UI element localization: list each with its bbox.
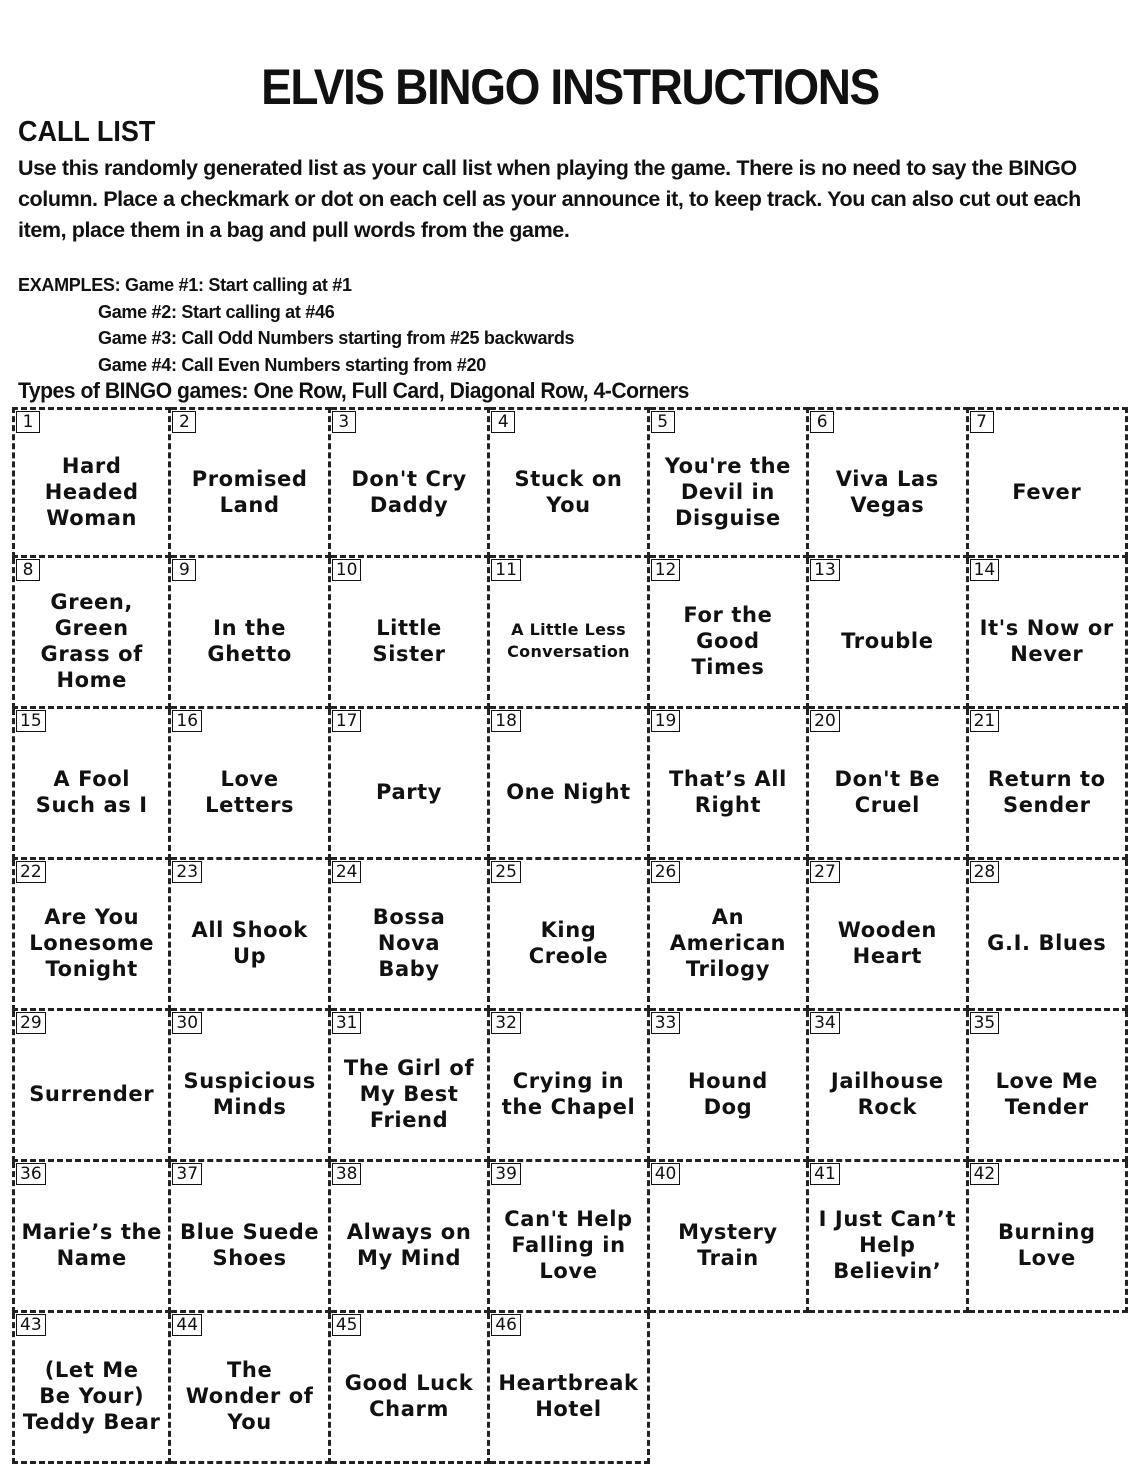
- cell-number: 24: [332, 861, 362, 883]
- cell-song-title: Don't Cry Daddy: [351, 466, 467, 517]
- cell-song-title: You're the Devil in Disguise: [664, 453, 792, 530]
- cell-number: 35: [970, 1012, 1000, 1034]
- cell-song-title: Love Me Tender: [995, 1069, 1098, 1119]
- call-cell: [331, 709, 490, 860]
- cell-song-title: G.I. Blues: [987, 931, 1107, 955]
- call-cell: [969, 860, 1128, 1011]
- cell-number: 18: [491, 710, 521, 732]
- cell-number: 43: [16, 1314, 46, 1336]
- cell-song-title: (Let Me Be Your) Teddy Bear: [22, 1358, 161, 1434]
- call-cell: [12, 860, 171, 1011]
- cell-number: 8: [16, 559, 40, 581]
- cell-song-title: Can't Help Falling in Love: [504, 1207, 633, 1283]
- cell-song-title: Suspicious Minds: [183, 1069, 316, 1119]
- cell-song-title: King Creole: [528, 918, 609, 968]
- cell-number: 6: [810, 411, 834, 433]
- cell-number: 34: [810, 1012, 840, 1034]
- cell-number: 22: [16, 861, 46, 883]
- cell-number: 40: [651, 1163, 681, 1185]
- cell-number: 12: [651, 559, 681, 581]
- call-cell: [969, 558, 1128, 709]
- call-cell: [171, 709, 330, 860]
- cell-number: 29: [16, 1012, 46, 1034]
- call-cell: [12, 709, 171, 860]
- call-cell: [969, 709, 1128, 860]
- cell-number: 36: [16, 1163, 46, 1185]
- cell-song-title: I Just Can’t Help Believin’: [818, 1207, 957, 1283]
- call-cell: [490, 407, 649, 558]
- game-types-line: Types of BINGO games: One Row, Full Card, Diagonal Row, 4-Corners: [18, 378, 689, 403]
- cell-song-title: Viva Las Vegas: [835, 466, 939, 517]
- call-cell: [490, 1313, 649, 1464]
- call-cell: [331, 1162, 490, 1313]
- cell-number: 41: [810, 1163, 840, 1185]
- call-cell: [171, 860, 330, 1011]
- call-cell: [331, 407, 490, 558]
- example-line: Game #3: Call Odd Numbers starting from #25 backwards: [98, 328, 575, 348]
- cell-song-title: Wooden Heart: [837, 918, 937, 968]
- call-cell: [490, 709, 649, 860]
- call-cell: [331, 1011, 490, 1162]
- cell-song-title: Love Letters: [205, 767, 295, 817]
- cell-number: 46: [491, 1314, 521, 1336]
- call-cell: [809, 558, 968, 709]
- cell-song-title: Green, Green Grass of Home: [40, 590, 143, 692]
- cell-song-title: Trouble: [841, 629, 934, 653]
- cell-number: 10: [332, 559, 362, 581]
- call-list-grid: [12, 407, 1128, 1464]
- cell-song-title: Party: [376, 780, 443, 804]
- cell-number: 42: [970, 1163, 1000, 1185]
- cell-number: 37: [172, 1163, 202, 1185]
- cell-song-title: The Wonder of You: [185, 1358, 314, 1434]
- cell-number: 4: [491, 411, 515, 433]
- cell-number: 45: [332, 1314, 362, 1336]
- call-cell: [650, 407, 809, 558]
- cell-number: 7: [970, 411, 994, 433]
- cell-song-title: Burning Love: [997, 1220, 1096, 1270]
- cell-song-title: In the Ghetto: [207, 616, 292, 666]
- call-cell: [490, 1162, 649, 1313]
- cell-song-title: Promised Land: [191, 466, 308, 517]
- call-list-heading: CALL LIST: [18, 116, 156, 148]
- cell-number: 33: [651, 1012, 681, 1034]
- call-cell: [171, 558, 330, 709]
- cell-number: 44: [172, 1314, 202, 1336]
- cell-number: 30: [172, 1012, 202, 1034]
- call-cell: [171, 1011, 330, 1162]
- cell-song-title: A Fool Such as I: [35, 767, 148, 817]
- cell-number: 23: [172, 861, 202, 883]
- example-line: Game #2: Start calling at #46: [98, 301, 335, 322]
- cell-number: 16: [172, 710, 202, 732]
- call-cell: [809, 1162, 968, 1313]
- call-cell: [490, 1011, 649, 1162]
- call-cell: [650, 1011, 809, 1162]
- call-cell: [809, 1011, 968, 1162]
- cell-song-title: Mystery Train: [678, 1220, 778, 1270]
- example-line: EXAMPLES: Game #1: Start calling at #1: [18, 275, 352, 295]
- cell-song-title: Blue Suede Shoes: [179, 1220, 320, 1270]
- cell-number: 26: [651, 861, 681, 883]
- cell-song-title: Are You Lonesome Tonight: [29, 905, 155, 981]
- cell-number: 1: [16, 411, 40, 433]
- cell-song-title: Hard Headed Woman: [44, 453, 139, 530]
- call-cell: [809, 407, 968, 558]
- cell-song-title: Heartbreak Hotel: [498, 1371, 639, 1421]
- cell-number: 14: [970, 559, 1000, 581]
- cell-song-title: Bossa Nova Baby: [372, 905, 446, 981]
- cell-number: 11: [491, 559, 521, 581]
- cell-song-title: Always on My Mind: [346, 1220, 472, 1270]
- example-line: Game #4: Call Even Numbers starting from #20: [98, 354, 486, 375]
- call-cell: [171, 1162, 330, 1313]
- cell-song-title: Surrender: [29, 1082, 155, 1106]
- cell-number: 5: [651, 411, 675, 433]
- call-cell: [171, 407, 330, 558]
- cell-number: 3: [332, 411, 356, 433]
- intro-paragraph: Use this randomly generated list as your call list when playing the game. There is no need to say the BINGO column. Place a checkmark or dot on each cell as your announce it, to keep track. You can also cut out each item, place them in a bag and pull words from the game.: [18, 156, 1081, 242]
- cell-number: 28: [970, 861, 1000, 883]
- cell-song-title: One Night: [506, 780, 631, 804]
- call-cell: [331, 1313, 490, 1464]
- call-cell: [650, 1162, 809, 1313]
- cell-song-title: Return to Sender: [987, 767, 1106, 817]
- cell-number: 39: [491, 1163, 521, 1185]
- cell-song-title: For the Good Times: [683, 603, 773, 679]
- call-cell: [12, 1162, 171, 1313]
- call-cell: [331, 860, 490, 1011]
- cell-song-title: Don't Be Cruel: [834, 767, 941, 817]
- call-cell: [12, 1313, 171, 1464]
- call-cell: [650, 709, 809, 860]
- cell-song-title: An American Trilogy: [669, 905, 787, 981]
- call-cell: [809, 860, 968, 1011]
- cell-song-title: Jailhouse Rock: [830, 1069, 944, 1119]
- call-cell: [969, 407, 1128, 558]
- cell-song-title: The Girl of My Best Friend: [343, 1056, 475, 1132]
- call-cell: [490, 558, 649, 709]
- call-cell: [12, 558, 171, 709]
- call-cell: [12, 407, 171, 558]
- page-title: ELVIS BINGO INSTRUCTIONS: [261, 59, 879, 115]
- examples-block: [18, 272, 574, 378]
- call-cell: [490, 860, 649, 1011]
- cell-song-title: Little Sister: [372, 616, 446, 666]
- call-cell: [809, 709, 968, 860]
- call-cell: [331, 558, 490, 709]
- cell-number: 9: [172, 559, 196, 581]
- cell-number: 13: [810, 559, 840, 581]
- cell-number: 32: [491, 1012, 521, 1034]
- cell-song-title: Hound Dog: [687, 1069, 768, 1119]
- cell-number: 27: [810, 861, 840, 883]
- cell-number: 2: [172, 411, 196, 433]
- cell-number: 21: [970, 710, 1000, 732]
- cell-song-title: All Shook Up: [191, 918, 308, 968]
- cell-song-title: It's Now or Never: [979, 616, 1114, 666]
- call-cell: [650, 558, 809, 709]
- cell-number: 25: [491, 861, 521, 883]
- cell-number: 17: [332, 710, 362, 732]
- cell-number: 31: [332, 1012, 362, 1034]
- cell-song-title: Good Luck Charm: [344, 1371, 474, 1421]
- cell-song-title: Stuck on You: [514, 466, 623, 517]
- cell-number: 19: [651, 710, 681, 732]
- cell-song-title: Crying in the Chapel: [501, 1069, 636, 1119]
- call-cell: [171, 1313, 330, 1464]
- cell-song-title: A Little Less Conversation: [507, 620, 630, 661]
- call-cell: [969, 1011, 1128, 1162]
- cell-number: 38: [332, 1163, 362, 1185]
- cell-song-title: Marie’s the Name: [21, 1220, 162, 1270]
- call-cell: [650, 860, 809, 1011]
- call-cell: [969, 1162, 1128, 1313]
- cell-song-title: Fever: [1012, 479, 1082, 504]
- cell-song-title: That’s All Right: [668, 767, 787, 817]
- cell-number: 20: [810, 710, 840, 732]
- call-cell: [12, 1011, 171, 1162]
- cell-number: 15: [16, 710, 46, 732]
